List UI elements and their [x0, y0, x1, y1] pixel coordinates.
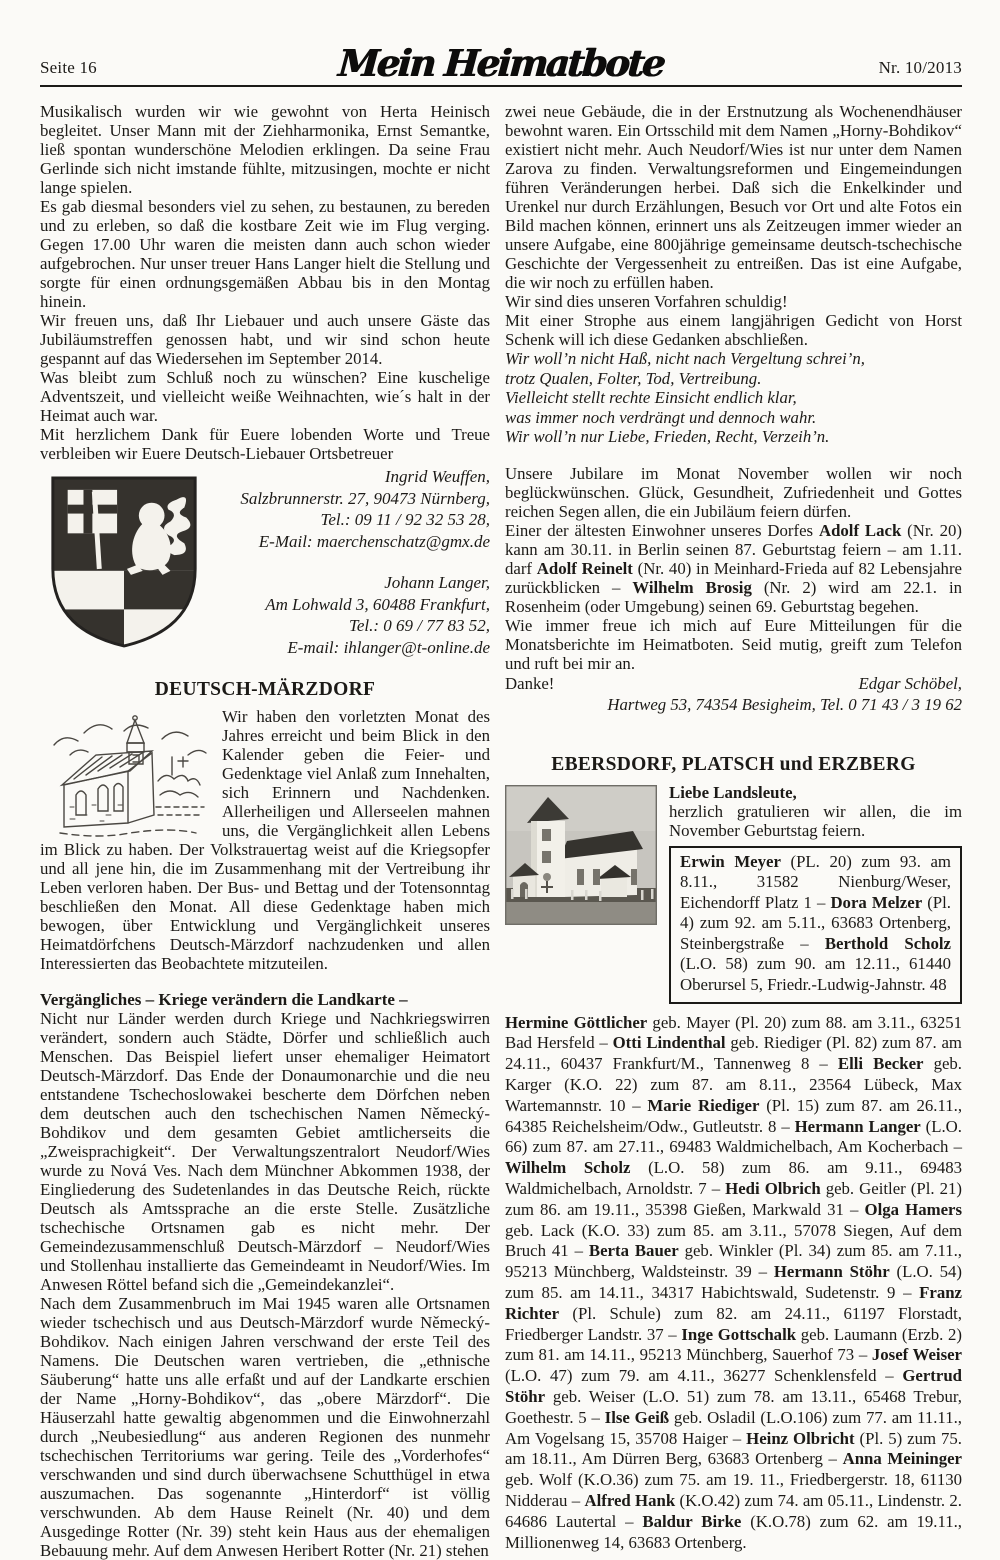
paragraph-gedenktage: Wir haben den vorletzten Monat des Jahres erreicht und beim Blick in den Kalender geben die Feier- und Gedenktage viel Anlaß zum Innehalten, sich Erinnern und Nachdenken. Allerheiligen und Allerseelen mahnen uns, die Vergänglichkeit allen Lebens im Blick zu haben. Der Volkstrauertag weist auf die Kriegsopfer und all jene hin, die im Zusammenhang mit der Vertreibung ihr Leben verloren haben. Der Bus- und Bettag und der Totensonntag beschließen den Monat. All diese Gedenktage haben mich bewogen, über Entwicklung und Vergänglichkeit unseres Heimatdörfchens Deutsch-Märzdorf nachzudenken und allen Interessierten das Beobachtete mitzuteilen.: [40, 707, 490, 973]
contact1-street: Salzbrunnerstr. 27, 90473 Nürnberg,: [240, 488, 490, 508]
contact-block: [40, 466, 490, 658]
contact2-email: E-mail: ihlanger@t-online.de: [287, 637, 490, 657]
paragraph-jubilare: Unsere Jubilare im Monat November wollen wir noch beglückwünschen. Glück, Gesundheit, Zufriedenheit und Gottes reichen Segen allen, die ein Jubiläum feiern dürfen.: [505, 463, 962, 521]
danke-signature-line: [505, 673, 962, 694]
paragraph-gebaeude: zwei neue Gebäude, die in der Erstnutzung als Wochenendhäuser bewohnt waren. Ein Ortsschild mit dem Namen „Horny-Bohdikov“ existiert nicht mehr. Auch Neudorf/Wies ist nur unter dem Namen Zarova zu finden. Verwaltungsreformen und Eingemeindungen führen Veränderungen herbei. Daß sich die Enkelkinder und Urenkel nur durch Erzählungen, Besuch vor Ort und alte Fotos ein Bild machen können, erinnert uns als Zeitzeugen immer wieder an unsere Aufgabe, eine 800jährige gemeinsame deutsch-tschechische Geschichte der Vergessenheit zu entreißen. Das ist eine Aufgabe, die wir noch zu erfüllen haben.: [505, 102, 962, 292]
poem-line: trotz Qualen, Folter, Tod, Vertreibung.: [505, 368, 762, 388]
left-column: [40, 102, 490, 1560]
church-photo-image: [505, 785, 657, 925]
signature-address: Hartweg 53, 74354 Besigheim, Tel. 0 71 43 / 3 19 62: [607, 694, 962, 714]
poem-line: Wir woll’n nicht Haß, nicht nach Vergeltung schrei’n,: [505, 349, 865, 368]
issue-number: Nr. 10/2013: [878, 58, 962, 77]
section-heading-ebersdorf: EBERSDORF, PLATSCH und ERZBERG: [551, 753, 916, 775]
masthead-title: Mein Heimatbote: [337, 41, 665, 85]
paragraph-fest: Es gab diesmal besonders viel zu sehen, zu bestaunen, zu bereden und zu erleben, so daß die kostbare Zeit wie im Flug verging. Gegen 17.00 Uhr waren die meisten dann auch schon wieder aufgebrochen. Nur unser treuer Hans Langer hielt die Stellung und sorgte für einen ordnungsgemäßen Abbau bis in den Montag hinein.: [40, 197, 490, 311]
paragraph-landkarte: Nicht nur Länder werden durch Kriege und Nachkriegswirren verändert, sondern auch Städte, Dörfer und schließlich auch Menschen. Das Beispiel liefert unser ehemaliger Heimatort Deutsch-Märzdorf. Das Ende der Donaumonarchie und die neu entstandene Tschechoslowakei bescherte dem Dörfchen neben dem deutschen auch den tschechischen Namen Německý-Bohdikov und dem gesamten Gebiet amtlicherseits die „Zweisprachigkeit“. Der Verwaltungszentralort Neudorf/Wies wurde zu Nová Ves. Nach dem Münchner Abkommen 1938, der Eingliederung des Sudetenlandes in das Deutsche Reich, rückte Deutsch als Amtssprache an die erste Stelle. Zusätzliche tschechische Ortsnamen gab es nicht mehr. Der Gemeindezusammenschluß Deutsch-Märzdorf – Neudorf/Wies und Stollenhau installierte das Gemeindeamt in Neudorf/Wies. Im Anwesen Röttel befand sich die „Gemeindekanzlei“.: [40, 1009, 490, 1294]
line-strophe: Mit einer Strophe aus einem langjährigen Gedicht von Horst Schenk will ich diese Gedanken abschließen.: [505, 311, 962, 349]
salutation-landsleute: Liebe Landsleute,: [669, 782, 797, 802]
poem-line: Wir woll’n nur Liebe, Frieden, Recht, Verzeih’n.: [505, 427, 830, 446]
paragraph-advent: Was bleibt zum Schluß noch zu wünschen? Eine kuschelige Adventszeit, und vielleicht weiße Weihnachten, wie´s halt in der Heimat auch war.: [40, 368, 490, 425]
church-sketch-image: [40, 711, 212, 839]
contact2-phone: Tel.: 0 69 / 77 83 52,: [348, 616, 490, 635]
paragraph-music: Musikalisch wurden wir wie gewohnt von Herta Heinisch begleitet. Unser Mann mit der Ziehharmonika, Ernst Semantke, ließ spontan wunderschöne Melodien erklingen. Da seine Frau Gerlinde sich nicht imstande fühlte, mitzusingen, mochte er nicht lange spielen.: [40, 102, 490, 197]
poem-block: [505, 349, 962, 447]
contact1-phone: Tel.: 09 11 / 92 32 53 28,: [320, 510, 490, 529]
paragraph-aelteste: Einer der ältesten Einwohner unseres Dorfes Adolf Lack (Nr. 20) kann am 30.11. in Berlin seinen 87. Geburtstag feiern – am 1.11. darf Adolf Reinelt (Nr. 40) in Meinhard-Frieda auf 82 Lebensjahre zurückblicken – Wilhelm Brosig (Nr. 2) wird am 22.1. in Rosenheim (oder Umgebung) seinen 69. Geburtstag begehen.: [505, 520, 963, 616]
birthday-list: Hermine Göttlicher geb. Mayer (Pl. 20) zum 88. am 3.11., 63251 Bad Hersfeld – Otti Lindenthal geb. Riediger (Pl. 82) zum 87. am 24.11., 60437 Frankfurt/M., Tannenweg 8 – Elli Becker geb. Karger (K.O. 22) zum 87. am 8.11., 23564 Lübeck, Max Wartemannstr. 10 – Marie Riediger (Pl. 15) zum 87. am 26.11., 64385 Reichelsheim/Odw., Gutleutstr. 8 – Hermann Langer (L.O. 66) zum 87. am 27.11., 69483 Waldmichelbach, Am Kocherbach – Wilhelm Scholz (L.O. 58) zum 86. am 9.11., 69483 Waldmichelbach, Arnoldstr. 7 – Hedi Olbrich geb. Geitler (Pl. 21) zum 86. am 19.11., 35398 Gießen, Markwald 31 – Olga Hamers geb. Lack (K.O. 33) zum 85. am 3.11., 57078 Siegen, Auf dem Bruch 41 – Berta Bauer geb. Winkler (Pl. 34) zum 85. am 7.11., 95213 Münchberg, Waldsteinstr. 39 – Hermann Stöhr (L.O. 54) zum 85. am 14.11., 34317 Habichtswald, Sudetenstr. 9 – Franz Richter (Pl. Schule) zum 82. am 24.11., 61197 Florstadt, Friedberger Landstr. 37 – Inge Gottschalk geb. Laumann (Erzb. 2) zum 81. am 14.11., 95213 Münchberg, Sauerhof 73 – Josef Weiser (L.O. 47) zum 79. am 4.11., 36277 Schenklensfeld – Gertrud Stöhr geb. Weiser (L.O. 51) zum 78. am 13.11., 65468 Trebur, Goethestr. 5 – Ilse Geiß geb. Osladil (L.O.106) zum 77. am 11.11., Am Vogelsang 15, 35708 Haiger – Heinz Olbricht (Pl. 5) zum 75. am 18.11., Am Dürren Berg, 63683 Ortenberg – Anna Meininger geb. Wolf (K.O.36) zum 75. am 19. 11., Friedbergerstr. 18, 61130 Nidderau – Alfred Hank (K.O.42) zum 74. am 05.11., Lindenstr. 2. 64686 Lautertal – Baldur Birke (K.O.78) zum 62. am 19.11., Millionenweg 14, 63683 Ortenberg.: [505, 1012, 963, 1552]
paragraph-dank: Mit herzlichem Dank für Euere lobenden Worte und Treue verbleiben wir Euere Deutsch-Liebauer Ortsbetreuer: [40, 425, 490, 463]
page-header: [40, 30, 962, 87]
paragraph-1945: Nach dem Zusammenbruch im Mai 1945 waren alle Ortsnamen wieder tschechisch und aus Deutsch-Märzdorf wurde Německý-Bohdikov. Nach einigen Jahren verschwand der erste Teil des Namens. Die Deutschen waren vertrieben, die „ethnische Säuberung“ hatte uns alle erfaßt und auf der Landkarte erschien der Name „Horny-Bohdikov“, das „obere Märzdorf“. Die Häuserzahl hatte gewaltig abgenommen und die Einwohnerzahl durch „Neubesiedlung“ aus anderen Regionen des nunmehr tschechischen Territoriums war gering. Teile des „Vorderhofes“ verschwanden und sind durch überwachsene Schutthügel in etwa auszumachen. Das sogenannte „Hinterdorf“ ist völlig verschwunden. Ab dem Hause Reinelt (Nr. 40) und dem Ausgedinge Rotter (Nr. 39) steht kein Haus aus der ehemaligen Bebauung mehr. Auf dem Anwesen Heribert Rotter (Nr. 21) stehen: [40, 1294, 490, 1560]
paragraph-jubilaeum: Wir freuen uns, daß Ihr Liebauer und auch unsere Gäste das Jubiläumstreffen genossen habt, und wir sind schon heute gespannt auf das Wiedersehen im September 2014.: [40, 311, 490, 368]
subheading-vergaengliches: Vergängliches – Kriege verändern die Landkarte –: [40, 990, 408, 1009]
contact-addresses: [208, 466, 490, 658]
paragraph-gratulation: herzlich gratulieren wir allen, die im November Geburtstag feiern.: [669, 801, 962, 840]
birthday-box: Erwin Meyer (PL. 20) zum 93. am 8.11., 31582 Nienburg/Weser, Eichendorff Platz 1 – Dora Melzer (Pl. 4) zum 92. am 5.11., 63683 Ortenberg, Steinbergstraße – Berthold Scholz (L.O. 58) zum 90. am 12.11., 61440 Oberursel 5, Friedr.-Ludwig-Jahnstr. 48: [669, 846, 962, 1004]
contact2-name: Johann Langer,: [384, 573, 490, 592]
paragraph-mitteilungen: Wie immer freue ich mich auf Eure Mitteilungen für die Monatsberichte im Heimatboten. Seid mutig, greift zum Telefon und ruft bei mir an.: [505, 615, 962, 673]
right-column: [505, 102, 962, 1560]
danke-text: Danke!: [505, 673, 555, 693]
poem-line: Vielleicht stellt rechte Einsicht endlich klar,: [505, 388, 797, 407]
poem-line: was immer noch verdrängt und dennoch wahr.: [505, 407, 817, 427]
contact1-email: E-Mail: maerchenschatz@gmx.de: [258, 531, 490, 551]
contact2-street: Am Lohwald 3, 60488 Frankfurt,: [265, 594, 490, 614]
coat-of-arms-image: [40, 466, 208, 658]
contact1-name: Ingrid Weuffen,: [384, 467, 490, 486]
page-number: Seite 16: [40, 58, 97, 77]
section-heading-deutsch-maerzdorf: DEUTSCH-MÄRZDORF: [154, 679, 376, 700]
signature-name: Edgar Schöbel,: [858, 673, 962, 693]
line-vorfahren: Wir sind dies unseren Vorfahren schuldig!: [505, 292, 788, 311]
